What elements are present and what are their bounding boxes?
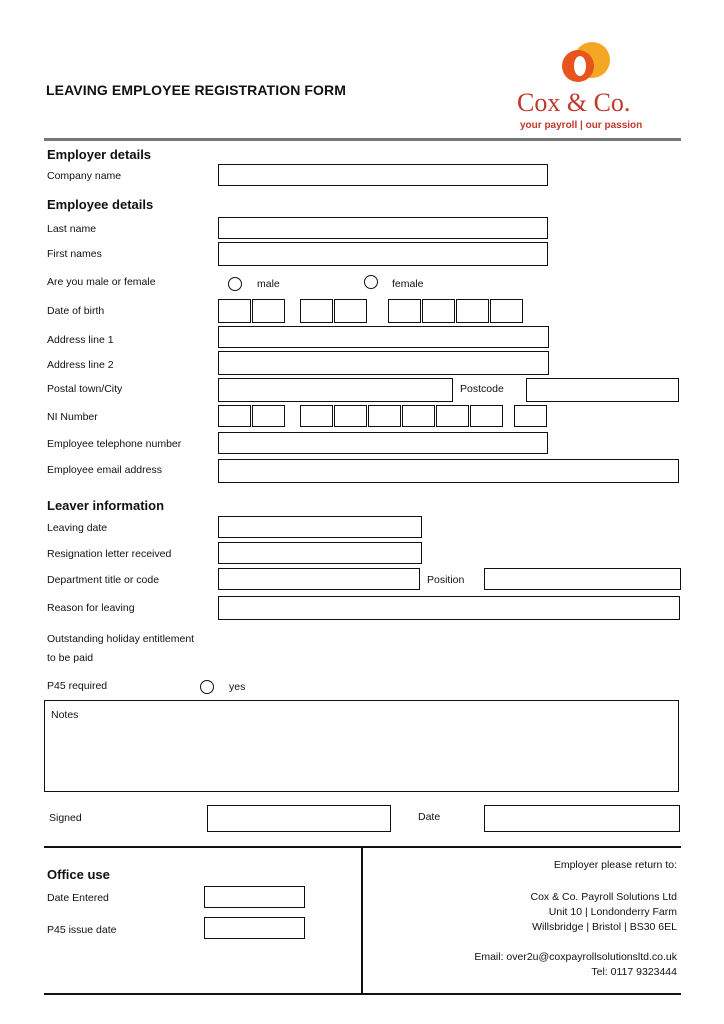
logo-tagline: your payroll | our passion (520, 120, 643, 131)
town-input[interactable] (218, 378, 453, 402)
signed-input[interactable] (207, 805, 391, 832)
dob-month-1[interactable] (300, 299, 333, 323)
phone-input[interactable] (218, 432, 548, 454)
ni-box-2[interactable] (252, 405, 285, 427)
dob-year-4[interactable] (490, 299, 523, 323)
ni-box-7[interactable] (436, 405, 469, 427)
leaving-date-label: Leaving date (47, 522, 108, 534)
reason-label: Reason for leaving (47, 602, 135, 614)
male-label: male (257, 278, 280, 290)
position-label: Position (427, 574, 465, 586)
signed-label: Signed (49, 812, 82, 824)
postcode-input[interactable] (526, 378, 679, 402)
sign-date-input[interactable] (484, 805, 680, 832)
p45-label: P45 required (47, 680, 108, 692)
logo-circles-icon (556, 40, 616, 90)
ni-box-5[interactable] (368, 405, 401, 427)
notes-label: Notes (51, 709, 79, 721)
male-radio[interactable] (228, 277, 242, 291)
email-label: Employee email address (47, 464, 162, 476)
dob-day-2[interactable] (252, 299, 285, 323)
postcode-label: Postcode (460, 383, 504, 395)
company-name-label: Company name (47, 170, 122, 182)
header-divider (44, 138, 681, 141)
company-name-input[interactable] (218, 164, 548, 186)
address2-label: Address line 2 (47, 359, 114, 371)
return-intro: Employer please return to: (553, 859, 677, 871)
ni-label: NI Number (47, 411, 98, 423)
holiday-label-line2: to be paid (47, 652, 94, 664)
town-label: Postal town/City (47, 383, 123, 395)
office-vertical-divider (361, 846, 363, 994)
reason-input[interactable] (218, 596, 680, 620)
last-name-input[interactable] (218, 217, 548, 239)
date-entered-input[interactable] (204, 886, 305, 908)
sign-date-label: Date (418, 811, 441, 823)
position-input[interactable] (484, 568, 681, 590)
return-email[interactable]: Email: over2u@coxpayrollsolutionsltd.co.uk (474, 951, 677, 963)
first-names-input[interactable] (218, 242, 548, 266)
female-radio[interactable] (364, 275, 378, 289)
p45-issue-input[interactable] (204, 917, 305, 939)
dob-year-3[interactable] (456, 299, 489, 323)
department-label: Department title or code (47, 574, 160, 586)
resignation-input[interactable] (218, 542, 422, 564)
leaver-info-heading: Leaver information (47, 498, 165, 513)
email-input[interactable] (218, 459, 679, 483)
ni-box-1[interactable] (218, 405, 251, 427)
ni-box-3[interactable] (300, 405, 333, 427)
return-tel: Tel: 0117 9323444 (591, 966, 677, 978)
ni-box-8[interactable] (470, 405, 503, 427)
date-entered-label: Date Entered (47, 892, 109, 904)
form-title: LEAVING EMPLOYEE REGISTRATION FORM (46, 82, 347, 98)
ni-box-6[interactable] (402, 405, 435, 427)
dob-year-2[interactable] (422, 299, 455, 323)
resignation-label: Resignation letter received (47, 548, 172, 560)
holiday-label-line1: Outstanding holiday entitlement (47, 633, 195, 645)
office-use-heading: Office use (47, 867, 110, 882)
address1-input[interactable] (218, 326, 549, 348)
first-names-label: First names (47, 248, 102, 260)
p45-issue-label: P45 issue date (47, 924, 117, 936)
dob-month-2[interactable] (334, 299, 367, 323)
ni-box-9[interactable] (514, 405, 547, 427)
p45-yes-label: yes (229, 681, 246, 693)
female-label: female (392, 278, 424, 290)
notes-box[interactable] (44, 700, 679, 792)
gender-label: Are you male or female (47, 276, 156, 288)
return-unit: Unit 10 | Londonderry Farm (548, 906, 677, 918)
ni-box-4[interactable] (334, 405, 367, 427)
phone-label: Employee telephone number (47, 438, 182, 450)
dob-day-1[interactable] (218, 299, 251, 323)
dob-year-1[interactable] (388, 299, 421, 323)
employee-details-heading: Employee details (47, 197, 154, 212)
last-name-label: Last name (47, 223, 97, 235)
address1-label: Address line 1 (47, 334, 114, 346)
logo-name: Cox & Co. (517, 88, 631, 117)
return-town: Willsbridge | Bristol | BS30 6EL (532, 921, 677, 933)
employer-details-heading: Employer details (47, 147, 152, 162)
address2-input[interactable] (218, 351, 549, 375)
return-company: Cox & Co. Payroll Solutions Ltd (530, 891, 677, 903)
office-top-divider (44, 846, 681, 848)
leaving-date-input[interactable] (218, 516, 422, 538)
p45-yes-radio[interactable] (200, 680, 214, 694)
office-bottom-divider (44, 993, 681, 995)
dob-label: Date of birth (47, 305, 105, 317)
department-input[interactable] (218, 568, 420, 590)
